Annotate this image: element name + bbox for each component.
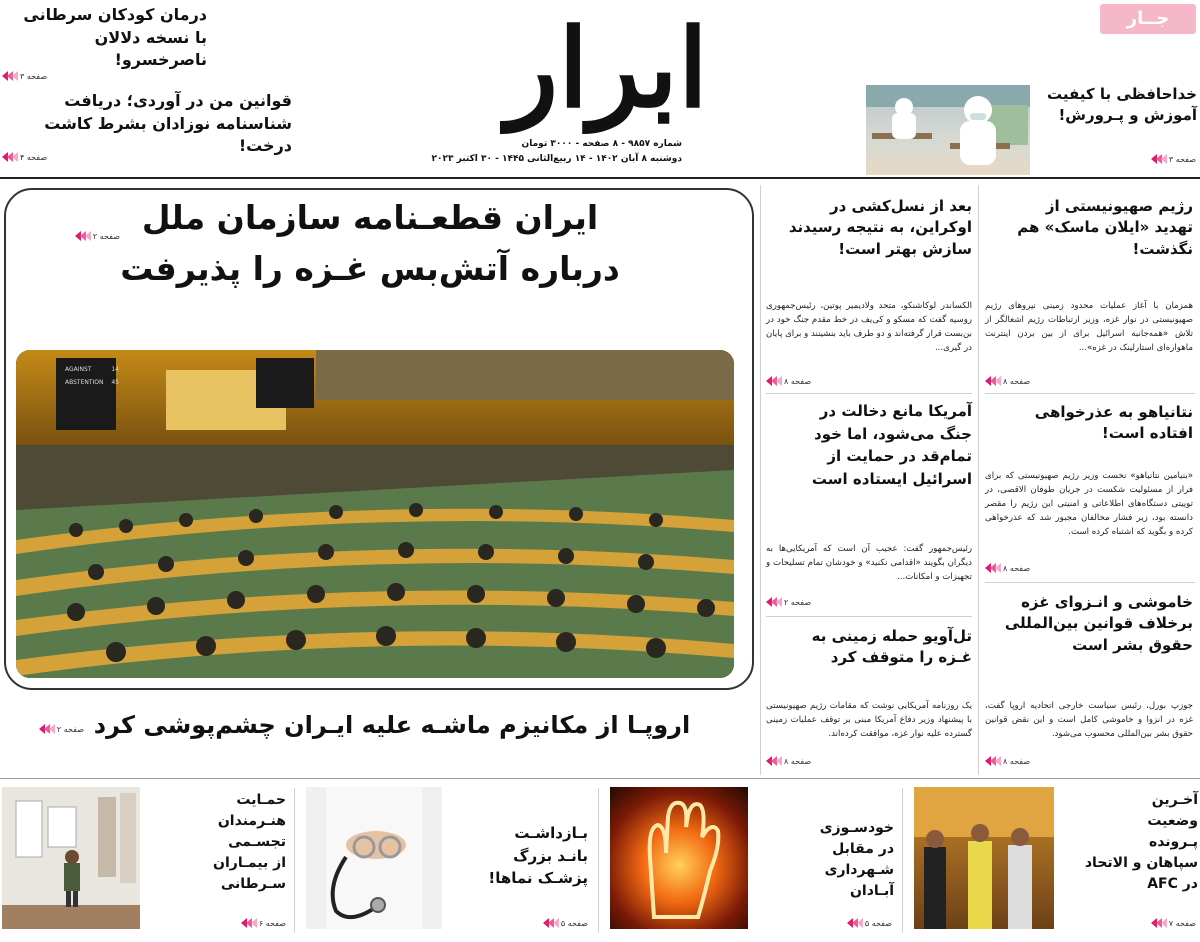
page-ref-label: صفحه ۸	[1003, 376, 1031, 386]
story-title: در مقابل	[832, 841, 894, 857]
masthead-logo: ابرار	[506, 6, 708, 132]
vote-board	[62, 360, 122, 392]
main-headline[interactable]	[40, 192, 700, 294]
story-abadan[interactable]	[754, 818, 894, 902]
page-ref[interactable]	[766, 597, 836, 607]
story-rule	[766, 616, 972, 617]
story-title: بـازداشـت	[514, 824, 588, 842]
column-rule	[294, 788, 295, 933]
teaser-title: قوانین من در آوردی؛ دریافت	[64, 91, 292, 110]
page-ref[interactable]	[824, 918, 892, 928]
story-rule	[985, 582, 1195, 583]
teaser-cancer-children[interactable]	[2, 4, 207, 72]
page-ref-label: صفحه ۲	[92, 231, 120, 241]
column-rule	[902, 788, 903, 933]
story-body: همزمان با آغاز عملیات محدود زمینی نیروهای رژیم صهیونیستی در نوار غزه، وزیر ارتباطات رژیم اشغالگر از تلاش «همه‌جانبه اسرائیل برای از بین بردن اینترنت ماهواره‌ای استارلینک در غزه»...	[985, 301, 1193, 353]
handcuffed-doctor-photo	[306, 787, 442, 929]
story-america-israel[interactable]	[766, 400, 972, 490]
story-title: رژیم صهیونیستی از	[1045, 197, 1193, 215]
story-title: تل‌آویو حمله زمینی به	[811, 627, 972, 645]
page-ref-label: صفحه ۲	[56, 724, 84, 734]
story-fake-doctors[interactable]	[448, 822, 588, 890]
issue-date: دوشنبه ۸ آبان ۱۴۰۲ - ۱۴ ربیع‌الثانی ۱۴۴۵ - ۳۰ اکتبر ۲۰۲۳	[431, 154, 682, 164]
football-fans-photo	[914, 787, 1054, 929]
page-arrow-icon	[543, 918, 558, 928]
story-tel-aviv[interactable]	[766, 626, 972, 669]
story-body: الکساندر لوکاشنکو، متحد ولادیمیر پوتین، رئیس‌جمهوری روسیه گفت که مسکو و کی‌یف در خط مقدم جنگ خود در بن‌بست قرار گرفته‌اند و دو طرف باید بنشینند و برای پایان در گیری...	[766, 301, 972, 353]
story-title: تجسـمی	[228, 834, 286, 850]
page-arrow-icon	[847, 918, 862, 928]
story-artists[interactable]	[146, 790, 286, 895]
teaser-title: آموزش و پـرورش!	[1058, 106, 1197, 125]
column-rule	[760, 185, 761, 775]
teaser-title: شناسنامه نوزادان بشرط کاشت درخت!	[44, 113, 292, 156]
teaser-title: خداحافظی با کیفیت	[1046, 85, 1197, 103]
story-body: «بنیامین نتانیاهو» نخست وزیر رژیم صهیونیستی که برای فرار از مسئولیت شکست در جریان طوفان الاقصی، در توییتی دستگاه‌های اطلاعاتی و امنیتی این رژیم را مقصر دانسته بود، زیر فشار مخالفان مجبور شد که عذرخواهی کرده و بگوید که اشتباه کرده است.	[985, 471, 1193, 537]
story-title: تهدید «ایلان ماسک» هم	[1017, 218, 1193, 237]
story-title: افتاده است!	[1101, 424, 1193, 443]
story-title: آخـرین	[1151, 792, 1198, 808]
story-title: در AFC	[1147, 876, 1198, 892]
story-title: آبـادان	[849, 883, 894, 899]
vote-label: AGAINST	[65, 366, 92, 373]
page-ref[interactable]	[8, 724, 84, 734]
headline-line: درباره آتش‌بس غـزه را پذیرفت	[120, 249, 620, 289]
story-title: شـهرداری	[824, 862, 894, 878]
jaar-badge: جــار	[1100, 4, 1196, 34]
column-rule	[978, 185, 979, 775]
story-title: پزشـک نماها!	[488, 869, 588, 887]
page-ref-label: صفحه ۴	[20, 152, 48, 162]
story-rule	[766, 393, 972, 394]
page-ref[interactable]	[766, 756, 836, 766]
story-title: حقوق بشر است	[1072, 635, 1193, 654]
story-title: سازش بهتر است!	[838, 239, 972, 258]
vote-label: ABSTENTION	[65, 379, 104, 386]
page-arrow-icon	[766, 376, 781, 386]
page-arrow-icon	[985, 756, 1000, 766]
story-body: جوزپ بورل، رئیس سیاست خارجی اتحادیه اروپا گفت، غزه در انزوا و خاموشی کامل است و این نقض قوانین حقوق بشر بین‌المللی محسوب می‌شود.	[985, 701, 1193, 739]
teaser-title: درمان کودکان سرطانی	[23, 5, 207, 24]
story-title: اوکراین، به نتیجه رسیدند	[788, 218, 972, 237]
story-title: خاموشی و انـزوای غزه	[1021, 593, 1193, 611]
page-ref-label: صفحه ۵	[864, 918, 892, 928]
story-title: برخلاف قوانین بین‌المللی	[1004, 614, 1193, 633]
story-gaza-blackout[interactable]	[985, 592, 1193, 656]
page-arrow-icon	[1151, 918, 1166, 928]
story-title: تمام‌قد در حمایت از	[827, 447, 972, 465]
headline-line: ایران قطعـنامه سازمان ملل	[141, 198, 599, 237]
story-sepahan[interactable]	[1058, 790, 1198, 895]
page-ref[interactable]	[218, 918, 286, 928]
story-title: پـرونده	[1148, 834, 1198, 850]
story-title: غـزه را متوقف کرد	[830, 648, 972, 667]
section-rule	[0, 778, 1200, 779]
teaser-title: با نسخه دلالان ناصرخسرو!	[94, 27, 207, 70]
page-arrow-icon	[2, 71, 17, 81]
page-arrow-icon	[985, 563, 1000, 573]
teaser-birth-certificate[interactable]	[2, 90, 292, 158]
page-arrow-icon	[241, 918, 256, 928]
page-arrow-icon	[1151, 154, 1166, 164]
column-rule	[598, 788, 599, 933]
page-arrow-icon	[39, 724, 54, 734]
vote-count: 45	[111, 379, 119, 386]
story-netanyahu[interactable]	[985, 402, 1193, 445]
teaser-education[interactable]	[1032, 84, 1197, 127]
story-ukraine[interactable]	[766, 196, 972, 260]
page-ref-label: صفحه ۵	[560, 918, 588, 928]
page-ref[interactable]	[520, 918, 588, 928]
story-title: نتانیاهو به عذرخواهی	[1034, 403, 1193, 421]
story-body: رئیس‌جمهور گفت: عجیب آن است که آمریکایی‌ها به دیگران بگویند «اقدامی نکنید» و خودشان تمام تسلیحات و تجهیزات و امکانات...	[766, 544, 972, 582]
story-title: سـرطانی	[220, 876, 286, 892]
page-ref-label: صفحه ۸	[1003, 756, 1031, 766]
un-assembly-photo	[16, 350, 734, 678]
europe-headline[interactable]: اروپـا از مکانیزم ماشـه علیه ایـران چشم‌پوشی کرد	[93, 711, 691, 739]
story-title: نگذشت!	[1132, 239, 1193, 258]
masthead-rule	[0, 177, 1200, 179]
page-arrow-icon	[985, 376, 1000, 386]
story-starlink[interactable]	[985, 196, 1193, 260]
story-title: از بیمـاران	[213, 855, 286, 871]
story-title: آمریکا مانع دخالت در	[819, 402, 972, 420]
page-ref-label: صفحه ۸	[784, 376, 812, 386]
page-ref[interactable]	[985, 756, 1055, 766]
vote-count: 14	[111, 366, 119, 373]
page-arrow-icon	[75, 231, 90, 241]
story-title: خودسـوزی	[819, 820, 894, 836]
story-title: سپاهان و الاتحاد	[1084, 855, 1198, 871]
page-arrow-icon	[2, 152, 17, 162]
page-arrow-icon	[766, 756, 781, 766]
story-title: حمـایت	[236, 792, 286, 808]
page-ref-label: صفحه ۲	[784, 597, 812, 607]
issue-info: شماره ۹۸۵۷ - ۸ صفحه - ۳۰۰۰ تومان	[521, 139, 682, 149]
story-rule	[985, 393, 1195, 394]
page-ref-label: صفحه ۶	[258, 918, 286, 928]
page-ref-label: صفحه ۸	[784, 756, 812, 766]
page-arrow-icon	[766, 597, 781, 607]
story-title: بعد از نسل‌کشی در	[830, 197, 972, 215]
page-ref-label: صفحه ۳	[1168, 154, 1196, 164]
story-body: یک روزنامه آمریکایی نوشت که مقامات رژیم صهیونیستی با پیشنهاد وزیر دفاع آمریکا مبنی بر توقف عملیات زمینی گسترده علیه نوار غزه، موافقت کرده‌اند.	[766, 701, 972, 739]
art-gallery-photo	[2, 787, 140, 929]
story-title: جنگ می‌شود، اما خود	[814, 424, 972, 443]
story-title: بانـد بزرگ	[513, 846, 588, 865]
page-ref-label: صفحه ۸	[1003, 563, 1031, 573]
page-ref[interactable]	[1128, 918, 1196, 928]
page-ref-label: صفحه ۷	[1168, 918, 1196, 928]
page-ref[interactable]	[2, 152, 62, 162]
page-ref[interactable]	[40, 231, 120, 241]
schoolgirls-photo	[866, 85, 1030, 175]
story-title: هنـرمندان	[217, 813, 286, 829]
page-ref-label: صفحه ۳	[20, 71, 48, 81]
burning-hand-photo	[610, 787, 748, 929]
story-title: وضعیت	[1147, 813, 1198, 829]
story-title: اسرائیل ایستاده است	[811, 469, 972, 488]
page-ref[interactable]	[2, 71, 62, 81]
page-ref[interactable]	[985, 376, 1055, 386]
page-ref[interactable]	[766, 376, 836, 386]
page-ref[interactable]	[985, 563, 1055, 573]
page-ref[interactable]	[1130, 154, 1196, 164]
